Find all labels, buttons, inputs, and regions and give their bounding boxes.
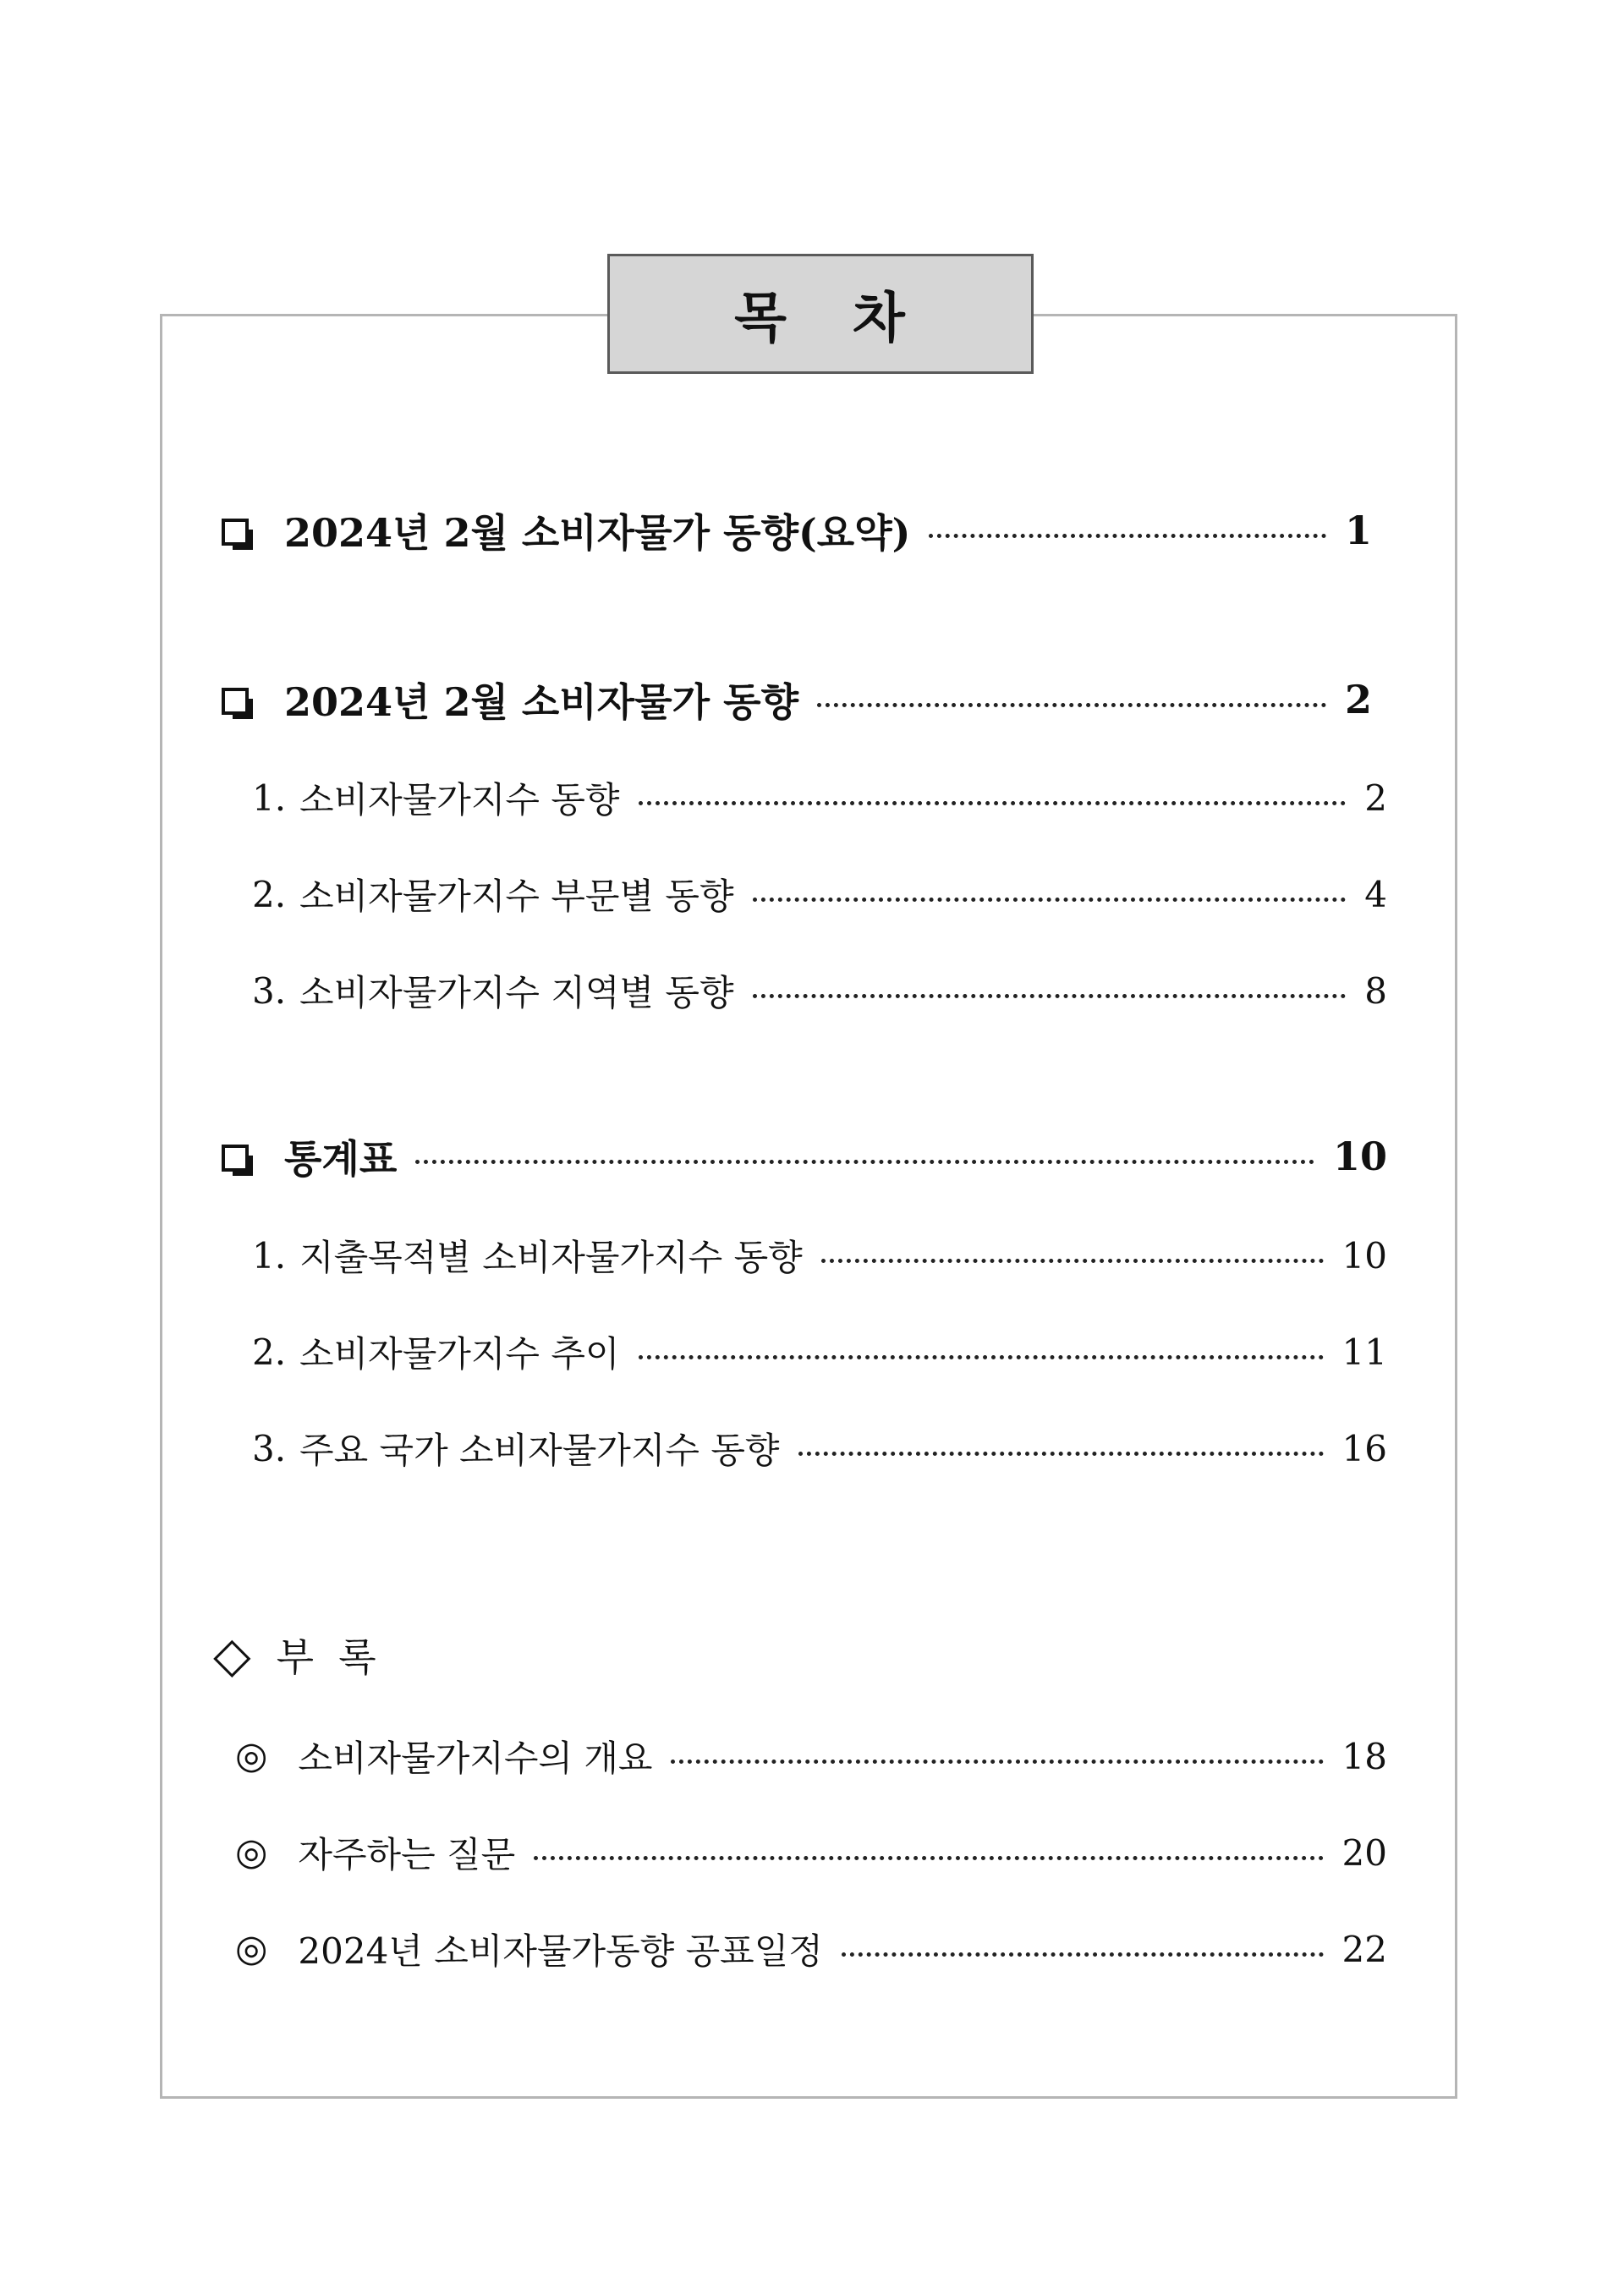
toc-item[interactable] — [252, 771, 1387, 824]
toc-item-number: 3. — [252, 1427, 287, 1469]
toc-item-number: 2. — [252, 1331, 287, 1373]
toc-item-number: 3. — [252, 969, 287, 1012]
toc-title-char-1: 목 — [734, 288, 788, 350]
toc-section-label: 2024년 2월 소비자물가 동향(요약) — [284, 510, 911, 556]
appendix-heading-label: 부 록 — [276, 1634, 376, 1680]
toc-item-label: 소비자물가지수 추이 — [299, 1333, 620, 1375]
toc-item-label: 소비자물가지수 지역별 동향 — [299, 972, 734, 1013]
toc-page-number: 22 — [1341, 1928, 1387, 1970]
dot-leader — [821, 1259, 1324, 1263]
dot-leader — [817, 703, 1326, 707]
toc-title-char-2: 차 — [853, 288, 907, 350]
dot-leader — [753, 898, 1347, 902]
toc-item[interactable] — [252, 868, 1387, 920]
toc-page-number: 11 — [1341, 1331, 1387, 1373]
toc-item-label: 소비자물가지수 동향 — [299, 779, 620, 821]
toc-section-tables[interactable] — [222, 1127, 1387, 1186]
toc-page-number: 18 — [1341, 1735, 1387, 1777]
dot-leader — [929, 534, 1326, 538]
appendix-item[interactable] — [235, 1730, 1387, 1782]
bullseye-icon: ◎ — [235, 1831, 268, 1874]
toc-item[interactable] — [252, 964, 1387, 1017]
toc-page-number: 4 — [1364, 873, 1387, 915]
toc-section-label: 2024년 2월 소비자물가 동향 — [284, 679, 799, 725]
appendix-item[interactable] — [235, 1923, 1387, 1975]
square-bullet-icon — [222, 519, 249, 546]
toc-section-main[interactable] — [222, 670, 1372, 729]
dot-leader — [798, 1452, 1324, 1456]
dot-leader — [639, 801, 1347, 805]
dot-leader — [753, 994, 1347, 998]
toc-page-number: 2 — [1364, 777, 1387, 819]
toc-section-summary[interactable] — [222, 501, 1372, 560]
toc-section-label: 통계표 — [284, 1136, 398, 1182]
toc-title — [607, 254, 1034, 374]
toc-item-label: 지출목적별 소비자물가지수 동향 — [299, 1237, 803, 1278]
appendix-item[interactable] — [235, 1826, 1387, 1879]
toc-item-label: 주요 국가 소비자물가지수 동향 — [299, 1430, 780, 1471]
appendix-heading — [213, 1622, 805, 1687]
appendix-item-label: 자주하는 질문 — [298, 1834, 516, 1875]
bullseye-icon: ◎ — [235, 1734, 268, 1777]
square-bullet-icon — [222, 1145, 249, 1172]
toc-item-number: 1. — [252, 1234, 287, 1277]
toc-page-number: 1 — [1344, 508, 1372, 553]
toc-page-number: 20 — [1341, 1831, 1387, 1874]
dot-leader — [671, 1760, 1323, 1764]
toc-item[interactable] — [252, 1229, 1387, 1282]
toc-page-number: 16 — [1341, 1427, 1387, 1469]
toc-page-number: 10 — [1332, 1134, 1387, 1179]
toc-item[interactable] — [252, 1326, 1387, 1378]
dot-leader — [842, 1952, 1324, 1957]
toc-page-number: 10 — [1341, 1234, 1387, 1277]
square-bullet-icon — [222, 688, 249, 715]
dot-leader — [534, 1856, 1323, 1860]
bullseye-icon: ◎ — [235, 1927, 268, 1970]
toc-item-label: 소비자물가지수 부문별 동향 — [299, 876, 734, 917]
appendix-item-label: 2024년 소비자물가동향 공표일정 — [298, 1930, 823, 1972]
toc-item-number: 1. — [252, 777, 287, 819]
appendix-item-label: 소비자물가지수의 개요 — [298, 1738, 653, 1779]
toc-page-number: 2 — [1344, 677, 1372, 722]
dot-leader — [639, 1355, 1324, 1359]
toc-item[interactable] — [252, 1422, 1387, 1474]
toc-page-number: 8 — [1364, 969, 1387, 1012]
diamond-icon: ◇ — [213, 1626, 251, 1683]
toc-item-number: 2. — [252, 873, 287, 915]
dot-leader — [415, 1160, 1314, 1164]
